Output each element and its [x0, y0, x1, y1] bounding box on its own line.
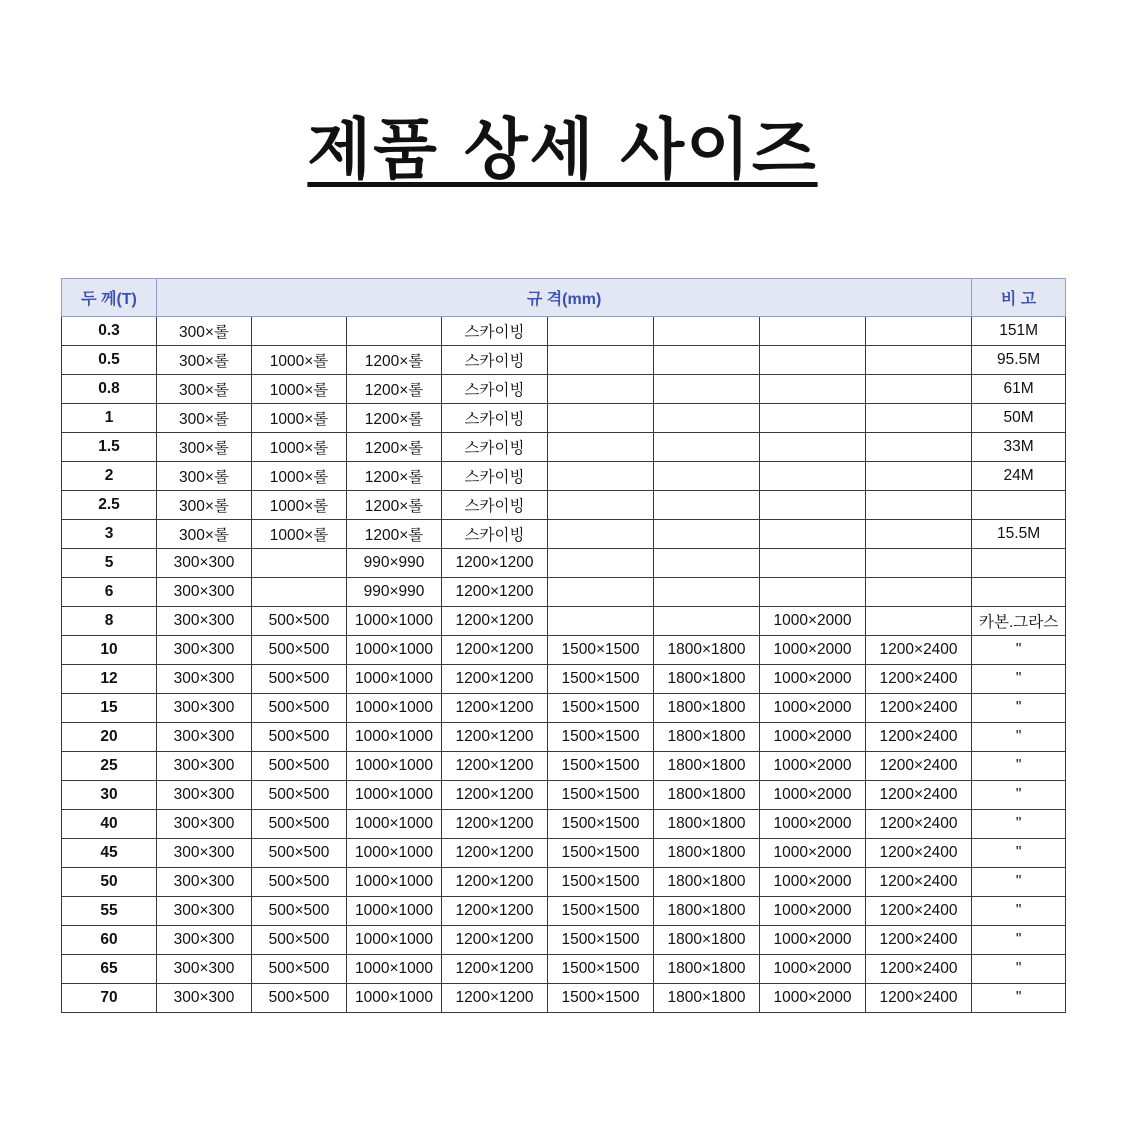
note-cell: " [972, 955, 1066, 984]
size-cell [760, 520, 866, 549]
size-cell: 1000×1000 [347, 868, 442, 897]
thickness-cell: 12 [62, 665, 157, 694]
size-cell [866, 491, 972, 520]
thickness-cell: 5 [62, 549, 157, 578]
size-cell: 1000×2000 [760, 868, 866, 897]
size-cell: 1000×1000 [347, 897, 442, 926]
size-cell: 300×300 [157, 810, 252, 839]
size-cell: 1800×1800 [654, 955, 760, 984]
table-row [62, 491, 1066, 520]
size-cell: 500×500 [252, 955, 347, 984]
size-cell [252, 549, 347, 578]
thickness-cell: 30 [62, 781, 157, 810]
size-cell: 300×롤 [157, 404, 252, 433]
size-spec-table [61, 278, 1066, 1013]
size-cell: 300×300 [157, 926, 252, 955]
size-cell [548, 375, 654, 404]
size-cell [654, 607, 760, 636]
thickness-cell: 10 [62, 636, 157, 665]
table-row [62, 520, 1066, 549]
size-cell: 1500×1500 [548, 665, 654, 694]
size-cell [760, 433, 866, 462]
table-row [62, 404, 1066, 433]
size-cell: 1800×1800 [654, 665, 760, 694]
size-cell: 1000×1000 [347, 665, 442, 694]
note-cell: 95.5M [972, 346, 1066, 375]
size-cell: 500×500 [252, 897, 347, 926]
size-cell: 1200×1200 [442, 955, 548, 984]
table-row [62, 868, 1066, 897]
header-thickness: 두 께(T) [62, 279, 157, 317]
table-row [62, 375, 1066, 404]
thickness-cell: 70 [62, 984, 157, 1013]
size-cell: 1200×1200 [442, 897, 548, 926]
size-cell [548, 607, 654, 636]
size-cell [866, 317, 972, 346]
thickness-cell: 15 [62, 694, 157, 723]
size-cell: 300×300 [157, 897, 252, 926]
size-cell: 300×롤 [157, 317, 252, 346]
note-cell: 24M [972, 462, 1066, 491]
size-cell: 1500×1500 [548, 723, 654, 752]
note-cell: " [972, 752, 1066, 781]
size-cell: 1000×롤 [252, 491, 347, 520]
note-cell [972, 578, 1066, 607]
size-cell: 1200×롤 [347, 520, 442, 549]
size-cell: 1000×롤 [252, 520, 347, 549]
size-cell: 990×990 [347, 578, 442, 607]
size-cell: 300×300 [157, 549, 252, 578]
note-cell: 카본.그라스 [972, 607, 1066, 636]
size-cell [548, 578, 654, 607]
size-cell: 1800×1800 [654, 752, 760, 781]
size-cell: 1000×2000 [760, 781, 866, 810]
size-cell: 300×300 [157, 694, 252, 723]
size-cell: 1800×1800 [654, 897, 760, 926]
table-row [62, 839, 1066, 868]
size-cell: 1000×1000 [347, 810, 442, 839]
size-cell [654, 462, 760, 491]
size-cell [760, 404, 866, 433]
size-cell [252, 317, 347, 346]
note-cell [972, 491, 1066, 520]
table-row [62, 636, 1066, 665]
size-cell: 1000×2000 [760, 955, 866, 984]
thickness-cell: 8 [62, 607, 157, 636]
table-row [62, 549, 1066, 578]
size-cell [654, 520, 760, 549]
size-cell: 스카이빙 [442, 346, 548, 375]
size-cell: 1200×롤 [347, 346, 442, 375]
size-cell: 300×300 [157, 665, 252, 694]
size-cell: 스카이빙 [442, 520, 548, 549]
table-row [62, 752, 1066, 781]
size-cell [866, 433, 972, 462]
thickness-cell: 0.8 [62, 375, 157, 404]
size-cell: 1200×롤 [347, 433, 442, 462]
size-cell: 300×300 [157, 839, 252, 868]
size-cell: 300×300 [157, 955, 252, 984]
table-row [62, 897, 1066, 926]
note-cell: 33M [972, 433, 1066, 462]
table-row [62, 926, 1066, 955]
size-cell: 500×500 [252, 665, 347, 694]
size-cell: 300×300 [157, 984, 252, 1013]
size-cell [548, 491, 654, 520]
size-cell: 300×300 [157, 578, 252, 607]
size-cell [760, 462, 866, 491]
table-row [62, 462, 1066, 491]
size-cell [760, 578, 866, 607]
size-cell: 300×롤 [157, 520, 252, 549]
thickness-cell: 55 [62, 897, 157, 926]
size-cell [866, 607, 972, 636]
size-cell: 1200×롤 [347, 491, 442, 520]
table-row [62, 984, 1066, 1013]
table-row [62, 578, 1066, 607]
size-cell [548, 549, 654, 578]
size-cell [654, 433, 760, 462]
thickness-cell: 20 [62, 723, 157, 752]
size-cell [654, 375, 760, 404]
size-cell: 1200×롤 [347, 375, 442, 404]
size-cell: 1800×1800 [654, 926, 760, 955]
size-cell: 1000×1000 [347, 636, 442, 665]
size-cell: 1200×1200 [442, 636, 548, 665]
size-cell: 300×300 [157, 868, 252, 897]
table-row [62, 810, 1066, 839]
note-cell: " [972, 723, 1066, 752]
size-cell: 500×500 [252, 781, 347, 810]
note-cell: 61M [972, 375, 1066, 404]
size-cell: 1500×1500 [548, 781, 654, 810]
size-cell [548, 404, 654, 433]
size-cell: 1200×1200 [442, 839, 548, 868]
size-cell: 1000×1000 [347, 955, 442, 984]
size-cell [654, 346, 760, 375]
size-cell: 1000×1000 [347, 926, 442, 955]
size-cell: 500×500 [252, 694, 347, 723]
thickness-cell: 6 [62, 578, 157, 607]
size-cell: 300×300 [157, 752, 252, 781]
size-cell: 1000×2000 [760, 636, 866, 665]
thickness-cell: 0.5 [62, 346, 157, 375]
size-cell: 1500×1500 [548, 694, 654, 723]
size-cell: 1200×1200 [442, 607, 548, 636]
size-cell: 1000×1000 [347, 607, 442, 636]
note-cell: " [972, 694, 1066, 723]
size-cell [866, 578, 972, 607]
thickness-cell: 1 [62, 404, 157, 433]
size-cell: 1200×1200 [442, 549, 548, 578]
thickness-cell: 2.5 [62, 491, 157, 520]
thickness-cell: 3 [62, 520, 157, 549]
size-cell: 1000×2000 [760, 607, 866, 636]
size-cell: 1800×1800 [654, 723, 760, 752]
size-cell: 1500×1500 [548, 752, 654, 781]
size-cell: 1200×1200 [442, 694, 548, 723]
note-cell: " [972, 984, 1066, 1013]
header-note: 비 고 [972, 279, 1066, 317]
size-cell: 1200×2400 [866, 926, 972, 955]
size-cell [654, 491, 760, 520]
size-cell: 1500×1500 [548, 868, 654, 897]
size-cell: 1000×롤 [252, 346, 347, 375]
thickness-cell: 45 [62, 839, 157, 868]
size-cell: 1200×2400 [866, 955, 972, 984]
size-cell: 300×롤 [157, 462, 252, 491]
note-cell: " [972, 926, 1066, 955]
size-cell: 500×500 [252, 607, 347, 636]
size-cell [760, 549, 866, 578]
size-cell: 300×300 [157, 607, 252, 636]
size-cell: 스카이빙 [442, 491, 548, 520]
size-cell: 500×500 [252, 636, 347, 665]
size-cell [252, 578, 347, 607]
size-cell: 1000×롤 [252, 404, 347, 433]
size-cell: 1200×1200 [442, 723, 548, 752]
note-cell: " [972, 781, 1066, 810]
size-cell: 1200×2400 [866, 665, 972, 694]
size-cell: 1200×2400 [866, 897, 972, 926]
size-cell: 1200×1200 [442, 926, 548, 955]
note-cell: " [972, 665, 1066, 694]
size-cell: 1200×2400 [866, 984, 972, 1013]
size-cell [760, 317, 866, 346]
note-cell: " [972, 810, 1066, 839]
size-cell [548, 317, 654, 346]
size-cell: 300×300 [157, 781, 252, 810]
size-cell: 1500×1500 [548, 636, 654, 665]
table-row [62, 665, 1066, 694]
note-cell: 151M [972, 317, 1066, 346]
title-area [0, 110, 1125, 190]
header-spec: 규 격(mm) [157, 279, 972, 317]
size-cell: 1800×1800 [654, 781, 760, 810]
size-cell: 1500×1500 [548, 839, 654, 868]
note-cell: " [972, 636, 1066, 665]
size-cell: 1800×1800 [654, 810, 760, 839]
size-cell [866, 462, 972, 491]
size-cell: 500×500 [252, 984, 347, 1013]
table-row [62, 317, 1066, 346]
size-cell: 1800×1800 [654, 636, 760, 665]
size-cell: 1200×1200 [442, 984, 548, 1013]
thickness-cell: 25 [62, 752, 157, 781]
thickness-cell: 50 [62, 868, 157, 897]
size-cell: 1200×2400 [866, 839, 972, 868]
size-cell: 1800×1800 [654, 984, 760, 1013]
note-cell: 15.5M [972, 520, 1066, 549]
size-cell: 990×990 [347, 549, 442, 578]
size-cell: 1500×1500 [548, 897, 654, 926]
size-cell: 300×롤 [157, 346, 252, 375]
size-cell [866, 375, 972, 404]
size-cell: 1500×1500 [548, 926, 654, 955]
size-cell: 스카이빙 [442, 404, 548, 433]
table-row [62, 781, 1066, 810]
size-cell: 1000×롤 [252, 462, 347, 491]
size-cell: 500×500 [252, 810, 347, 839]
size-cell: 500×500 [252, 926, 347, 955]
size-cell: 스카이빙 [442, 317, 548, 346]
size-cell: 300×300 [157, 723, 252, 752]
size-cell: 1200×2400 [866, 694, 972, 723]
size-cell: 1000×2000 [760, 694, 866, 723]
size-cell [347, 317, 442, 346]
size-cell: 500×500 [252, 839, 347, 868]
note-cell: 50M [972, 404, 1066, 433]
size-cell: 1000×2000 [760, 926, 866, 955]
size-cell [760, 375, 866, 404]
size-cell: 1800×1800 [654, 839, 760, 868]
table-row [62, 694, 1066, 723]
size-cell [866, 549, 972, 578]
size-cell: 300×롤 [157, 375, 252, 404]
size-cell: 1200×1200 [442, 868, 548, 897]
size-cell: 1200×1200 [442, 752, 548, 781]
table-row [62, 346, 1066, 375]
size-cell [866, 346, 972, 375]
size-cell [548, 520, 654, 549]
size-cell: 1000×2000 [760, 810, 866, 839]
size-cell: 1200×1200 [442, 578, 548, 607]
page-title: 제품 상세 사이즈 [307, 111, 818, 188]
size-cell: 스카이빙 [442, 375, 548, 404]
table-row [62, 433, 1066, 462]
table-row [62, 723, 1066, 752]
thickness-cell: 60 [62, 926, 157, 955]
size-cell: 300×300 [157, 636, 252, 665]
size-cell [760, 491, 866, 520]
size-cell [866, 404, 972, 433]
size-cell [654, 317, 760, 346]
table-body [62, 317, 1066, 1013]
size-cell [548, 433, 654, 462]
size-cell: 1800×1800 [654, 694, 760, 723]
size-cell: 1500×1500 [548, 810, 654, 839]
thickness-cell: 65 [62, 955, 157, 984]
size-cell: 1000×1000 [347, 752, 442, 781]
size-cell: 1200×1200 [442, 781, 548, 810]
size-cell: 1800×1800 [654, 868, 760, 897]
size-cell: 스카이빙 [442, 462, 548, 491]
size-cell: 1000×롤 [252, 375, 347, 404]
size-cell [548, 462, 654, 491]
size-cell: 1000×1000 [347, 984, 442, 1013]
size-cell: 1200×2400 [866, 781, 972, 810]
size-cell: 1200×2400 [866, 723, 972, 752]
size-cell: 1000×롤 [252, 433, 347, 462]
size-cell: 1200×롤 [347, 404, 442, 433]
size-cell: 300×롤 [157, 491, 252, 520]
size-cell: 1200×1200 [442, 810, 548, 839]
note-cell: " [972, 839, 1066, 868]
size-cell: 1000×1000 [347, 723, 442, 752]
table-header-row [62, 279, 1066, 317]
size-cell: 1000×1000 [347, 839, 442, 868]
thickness-cell: 40 [62, 810, 157, 839]
size-cell: 500×500 [252, 868, 347, 897]
size-cell: 1000×1000 [347, 694, 442, 723]
size-cell: 1200×2400 [866, 752, 972, 781]
size-cell: 1000×2000 [760, 752, 866, 781]
size-cell [654, 549, 760, 578]
size-cell [548, 346, 654, 375]
size-cell: 스카이빙 [442, 433, 548, 462]
size-cell: 1000×2000 [760, 984, 866, 1013]
note-cell: " [972, 897, 1066, 926]
table-row [62, 607, 1066, 636]
size-cell [866, 520, 972, 549]
size-cell: 1500×1500 [548, 984, 654, 1013]
size-cell: 1200×2400 [866, 868, 972, 897]
size-cell: 500×500 [252, 723, 347, 752]
table-row [62, 955, 1066, 984]
size-cell: 1000×2000 [760, 723, 866, 752]
size-cell: 300×롤 [157, 433, 252, 462]
thickness-cell: 2 [62, 462, 157, 491]
size-cell: 1200×롤 [347, 462, 442, 491]
thickness-cell: 0.3 [62, 317, 157, 346]
note-cell [972, 549, 1066, 578]
size-cell [654, 404, 760, 433]
size-cell: 1200×1200 [442, 665, 548, 694]
size-cell: 1000×2000 [760, 665, 866, 694]
size-cell [654, 578, 760, 607]
size-cell: 1200×2400 [866, 810, 972, 839]
size-cell [760, 346, 866, 375]
size-cell: 1000×2000 [760, 839, 866, 868]
size-cell: 1500×1500 [548, 955, 654, 984]
size-cell: 1000×2000 [760, 897, 866, 926]
size-cell: 500×500 [252, 752, 347, 781]
thickness-cell: 1.5 [62, 433, 157, 462]
size-cell: 1000×1000 [347, 781, 442, 810]
size-cell: 1200×2400 [866, 636, 972, 665]
note-cell: " [972, 868, 1066, 897]
